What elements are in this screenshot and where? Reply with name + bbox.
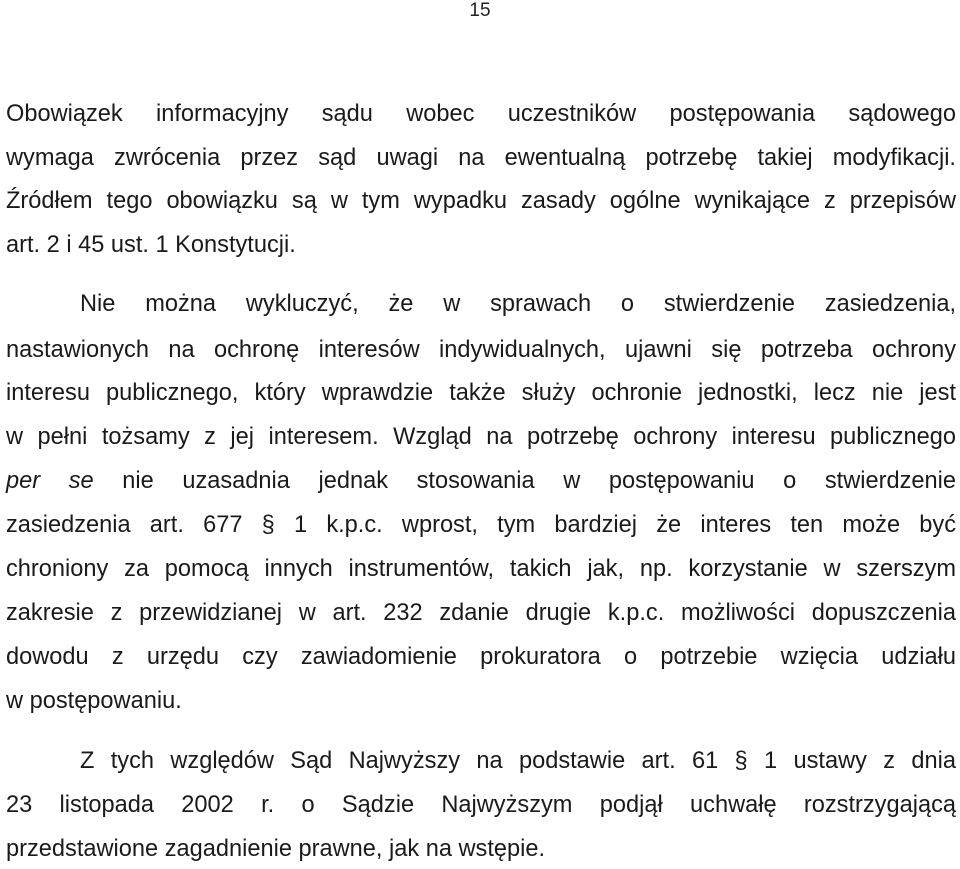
text-line: Źródłem tego obowiązku są w tym wypadku zasady ogólne wynikające z przepisów <box>6 188 956 214</box>
text-span: nie uzasadnia jednak stosowania w postępowaniu o stwierdzenie <box>93 468 956 494</box>
italic-phrase: per se <box>6 468 94 494</box>
text-line: interesu publicznego, który wprawdzie także służy ochronie jednostki, lecz nie jest <box>6 380 956 406</box>
text-line: przedstawione zagadnienie prawne, jak na wstępie. <box>6 836 546 862</box>
text-line: w pełni tożsamy z jej interesem. Wzgląd na potrzebę ochrony interesu publicznego <box>6 424 956 450</box>
text-line: Obowiązek informacyjny sądu wobec uczestników postępowania sądowego <box>6 101 956 127</box>
text-line: nastawionych na ochronę interesów indywidualnych, ujawni się potrzeba ochrony <box>6 337 956 363</box>
page-number: 15 <box>469 0 491 21</box>
text-line-mixed <box>6 466 956 496</box>
text-line: 23 listopada 2002 r. o Sądzie Najwyższym podjął uchwałę rozstrzygającą <box>6 792 956 818</box>
text-line: chroniony za pomocą innych instrumentów, takich jak, np. korzystanie w szerszym <box>6 556 956 582</box>
text-line: art. 2 i 45 ust. 1 Konstytucji. <box>6 232 296 258</box>
text-line: dowodu z urzędu czy zawiadomienie prokuratora o potrzebie wzięcia udziału <box>6 644 956 670</box>
text-line: Z tych względów Sąd Najwyższy na podstawie art. 61 § 1 ustawy z dnia <box>80 748 956 774</box>
text-line: zasiedzenia art. 677 § 1 k.p.c. wprost, tym bardziej że interes ten może być <box>6 512 956 538</box>
text-line: w postępowaniu. <box>6 688 182 714</box>
text-line: Nie można wykluczyć, że w sprawach o stwierdzenie zasiedzenia, <box>80 291 956 317</box>
text-line: zakresie z przewidzianej w art. 232 zdanie drugie k.p.c. możliwości dopuszczenia <box>6 600 956 626</box>
text-line: wymaga zwrócenia przez sąd uwagi na ewentualną potrzebę takiej modyfikacji. <box>6 145 956 171</box>
